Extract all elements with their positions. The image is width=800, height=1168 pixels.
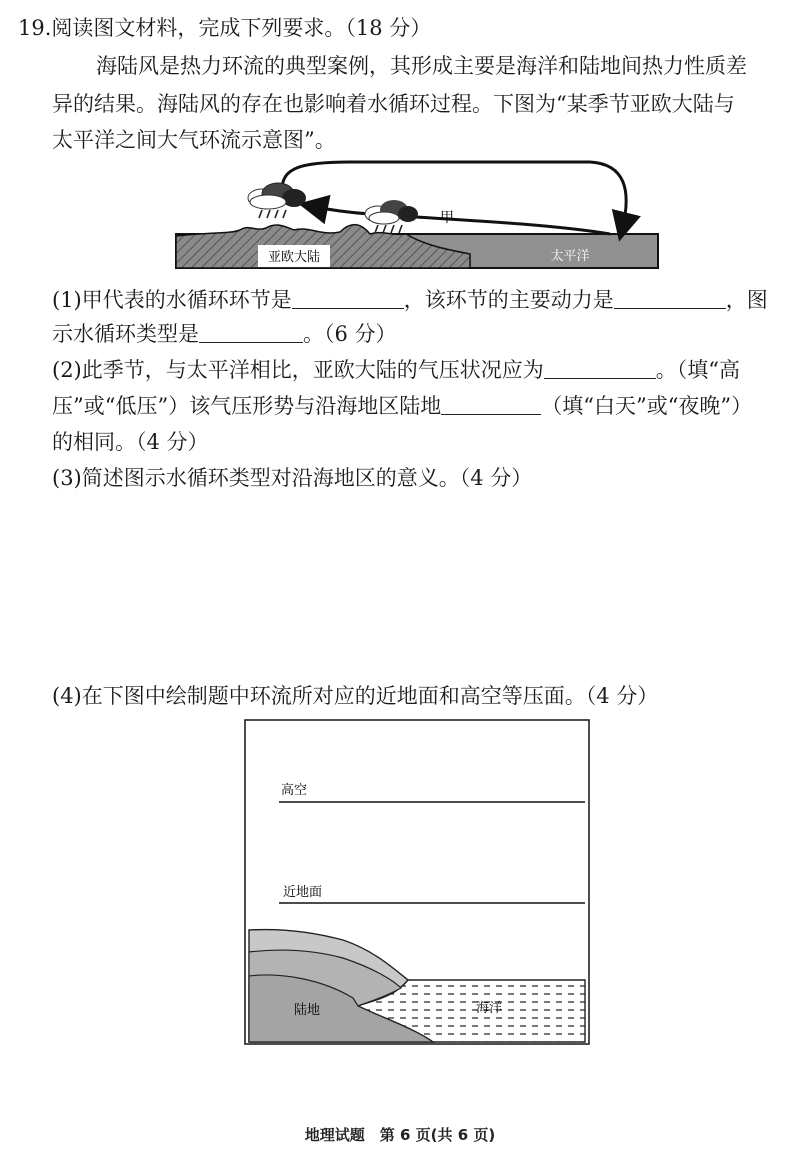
answer-blank-2a[interactable] <box>544 356 656 379</box>
label-ocean: 海洋 <box>475 1001 503 1016</box>
sub1-part-a: (1)甲代表的水循环环节是 <box>52 288 292 312</box>
intro-line-2: 异的结果。海陆风的存在也影响着水循环过程。下图为“某季节亚欧大陆与 <box>52 92 735 116</box>
sub1-line-1 <box>52 286 768 314</box>
label-land: 陆地 <box>293 1003 321 1018</box>
sub1-part-b: ，该环节的主要动力是 <box>403 288 614 312</box>
sub2-part-b: 。（填“高 <box>655 358 740 382</box>
label-jia: 甲 <box>440 210 454 226</box>
sub2-line-1 <box>52 356 740 384</box>
label-eurasia: 亚欧大陆 <box>267 250 321 265</box>
sub2-line-2 <box>52 392 752 420</box>
label-high-altitude: 高空 <box>281 783 308 798</box>
sub2-line-3: 的相同。（4 分） <box>52 430 209 454</box>
sub1-part-d: 示水循环类型是 <box>52 322 199 346</box>
sub2-part-a: (2)此季节，与太平洋相比，亚欧大陆的气压状况应为 <box>52 358 544 382</box>
circulation-figure <box>170 150 670 275</box>
answer-blank-1c[interactable] <box>199 320 303 343</box>
answer-blank-1a[interactable] <box>292 286 404 309</box>
sub3-question: (3)简述图示水循环类型对沿海地区的意义。（4 分） <box>52 466 533 490</box>
intro-line-3: 太平洋之间大气环流示意图”。 <box>52 128 336 152</box>
isobar-drawing-figure[interactable] <box>243 718 593 1048</box>
sub3-answer-area[interactable] <box>52 500 782 670</box>
cloud-coast-icon <box>365 200 418 233</box>
label-pacific: 太平洋 <box>550 249 590 264</box>
sub2-part-d: （填“白天”或“夜晚”） <box>541 394 753 418</box>
sub1-line-2 <box>52 320 397 348</box>
sub1-part-c: ，图 <box>725 288 768 312</box>
sub1-part-e: 。（6 分） <box>303 322 397 346</box>
answer-blank-2b[interactable] <box>441 392 541 415</box>
sub2-part-c: 压”或“低压”）该气压形势与沿海地区陆地 <box>52 394 442 418</box>
sub4-question: (4)在下图中绘制题中环流所对应的近地面和高空等压面。（4 分） <box>52 684 659 708</box>
intro-line-1: 海陆风是热力环流的典型案例，其形成主要是海洋和陆地间热力性质差 <box>96 54 747 78</box>
answer-blank-1b[interactable] <box>614 286 726 309</box>
page-footer: 地理试题 第 6 页(共 6 页) <box>304 1126 496 1144</box>
question-title: 19.阅读图文材料，完成下列要求。（18 分） <box>18 16 432 40</box>
cloud-land-icon <box>248 183 306 218</box>
label-near-surface: 近地面 <box>283 885 323 900</box>
